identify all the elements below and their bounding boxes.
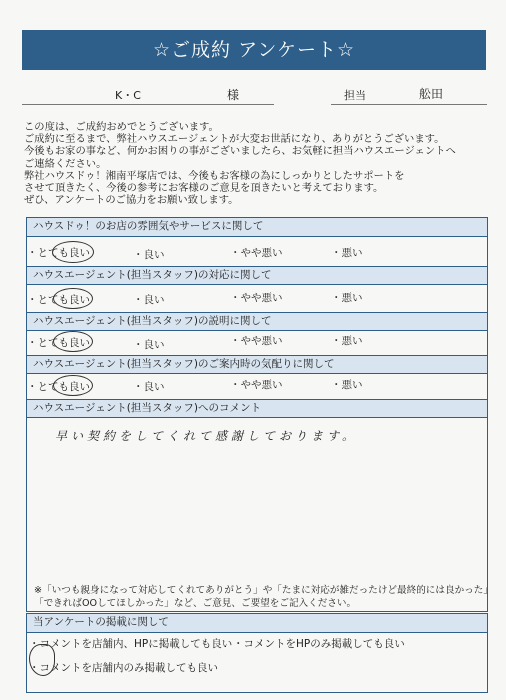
comment-guidance-note bbox=[34, 585, 494, 610]
q3-option-good[interactable]: ・良い bbox=[133, 339, 165, 351]
q4-option-somewhat-bad[interactable]: ・やや悪い bbox=[230, 379, 283, 391]
question-4-header: ハウスエージェント(担当スタッフ)のご案内時の気配りに関して bbox=[27, 355, 487, 374]
posting-selection-mark bbox=[29, 644, 55, 676]
q3-selection-circle bbox=[53, 331, 93, 352]
q3-option-somewhat-bad[interactable]: ・やや悪い bbox=[230, 335, 283, 347]
q1-option-somewhat-bad[interactable]: ・やや悪い bbox=[230, 247, 283, 259]
intro-text bbox=[24, 121, 494, 206]
intro-line: させて頂きたく、今後の参考にお客様のご意見を頂きたいと考えております。 bbox=[24, 182, 384, 195]
posting-consent-box bbox=[26, 613, 488, 693]
intro-line: ご成約に至るまで、弊社ハウスエージェントが大変お世話になり、ありがとうございます。 bbox=[24, 133, 445, 146]
intro-line: 今後もお家の事など、何かお困りの事がございましたら、お気軽に担当ハウスエージェントへ bbox=[24, 145, 456, 158]
intro-line: この度は、ご成約おめでとうございます。 bbox=[24, 121, 219, 133]
form-title: ☆ご成約 アンケート☆ bbox=[22, 30, 486, 70]
q2-option-good[interactable]: ・良い bbox=[133, 294, 165, 306]
q1-option-bad[interactable]: ・悪い bbox=[331, 247, 363, 259]
posting-header: 当アンケートの掲載に関して bbox=[27, 614, 487, 633]
posting-option-store-and-hp[interactable]: ・コメントを店舗内、HPに掲載しても良い bbox=[29, 638, 233, 650]
note-line: ※「いつも親身になって対応してくれてありがとう」や「たまに対応が雑だったけど最終的には良かった」 bbox=[34, 585, 493, 596]
survey-box bbox=[26, 217, 488, 612]
posting-option-store-only[interactable]: ・コメントを店舗内のみ掲載しても良い bbox=[29, 662, 218, 674]
customer-honorific: 様 bbox=[227, 88, 240, 102]
question-2-header: ハウスエージェント(担当スタッフ)の対応に関して bbox=[27, 266, 487, 285]
q4-option-good[interactable]: ・良い bbox=[133, 381, 165, 393]
comment-handwritten-text[interactable]: 早い契約をしてくれて感謝しております。 bbox=[55, 429, 359, 443]
q3-option-bad[interactable]: ・悪い bbox=[331, 335, 363, 347]
q3-option-very-good[interactable]: ・とても良い bbox=[27, 337, 90, 349]
customer-name: K・C bbox=[115, 89, 141, 102]
intro-line: ご連絡ください。 bbox=[24, 157, 107, 170]
comment-header: ハウスエージェント(担当スタッフ)へのコメント bbox=[27, 399, 487, 418]
customer-name-field bbox=[22, 84, 274, 105]
intro-line: ぜひ、アンケートのご協力をお願い致します。 bbox=[24, 194, 239, 207]
q2-selection-circle bbox=[53, 288, 93, 309]
note-line: 「できればOOしてほしかった」など、ご意見、ご要望をご記入ください。 bbox=[34, 597, 357, 609]
question-3-header: ハウスエージェント(担当スタッフ)の説明に関して bbox=[27, 312, 487, 331]
question-1-header: ハウスドゥ！のお店の雰囲気やサービスに関して bbox=[27, 218, 487, 237]
q2-option-somewhat-bad[interactable]: ・やや悪い bbox=[230, 292, 283, 304]
posting-option-hp-only[interactable]: ・コメントをHPのみ掲載しても良い bbox=[233, 638, 405, 650]
q4-option-very-good[interactable]: ・とても良い bbox=[27, 381, 90, 393]
q4-selection-circle bbox=[53, 375, 93, 396]
q4-option-bad[interactable]: ・悪い bbox=[331, 379, 363, 391]
q1-option-good[interactable]: ・良い bbox=[133, 249, 165, 261]
q1-selection-circle bbox=[52, 241, 94, 263]
staff-field bbox=[331, 84, 487, 105]
q2-option-very-good[interactable]: ・とても良い bbox=[27, 294, 90, 306]
intro-line: 弊社ハウスドゥ！湘南平塚店では、今後もお客様の為にしっかりとしたサポートを bbox=[24, 169, 405, 182]
q1-option-very-good[interactable]: ・とても良い bbox=[27, 247, 90, 259]
staff-label: 担当 bbox=[344, 89, 366, 102]
q2-option-bad[interactable]: ・悪い bbox=[331, 292, 363, 304]
staff-name: 舩田 bbox=[419, 87, 444, 101]
